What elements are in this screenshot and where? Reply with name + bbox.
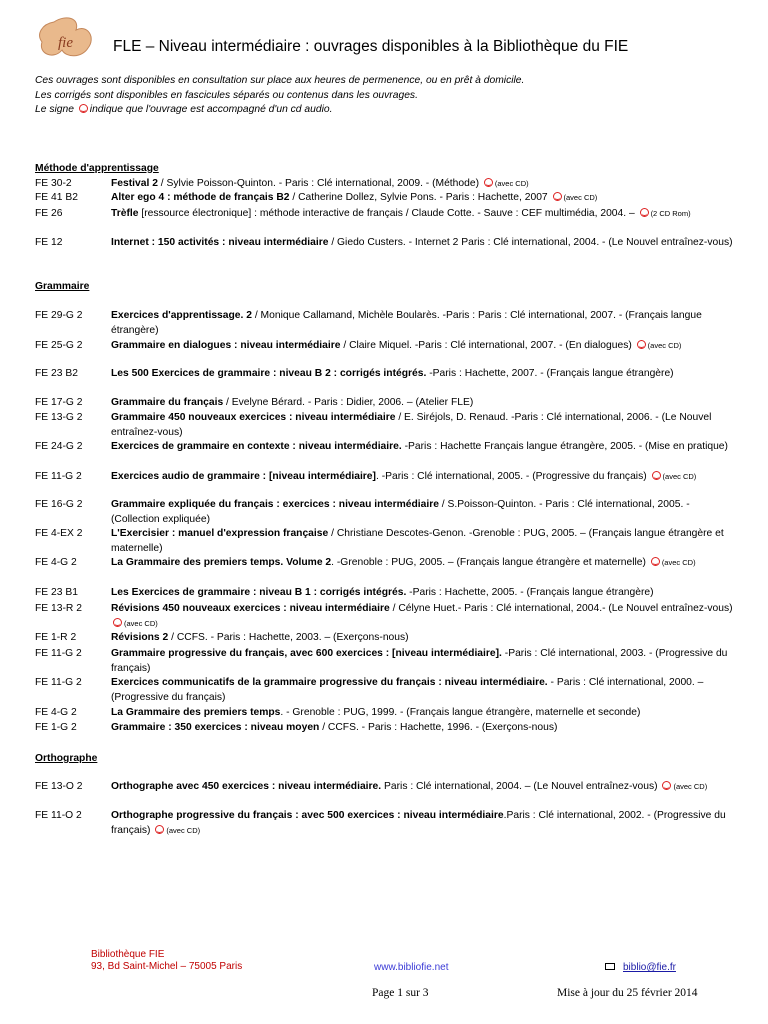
shelf-code: FE 17-G 2 xyxy=(35,397,83,408)
book-description xyxy=(111,780,735,795)
book-title: La Grammaire des premiers temps. Volume 2 xyxy=(111,557,332,568)
shelf-code: FE 4-G 2 xyxy=(35,557,77,568)
book-title: Exercices audio de grammaire : [niveau intermédiaire] xyxy=(111,471,376,482)
book-description xyxy=(111,527,735,556)
book-title: Les 500 Exercices de grammaire : niveau B 2 : corrigés intégrés. xyxy=(111,368,427,379)
intro-sign-before: Le signe xyxy=(35,104,77,115)
footer-address: 93, Bd Saint-Michel – 75005 Paris xyxy=(91,961,243,972)
book-entry xyxy=(35,602,735,631)
book-entry xyxy=(35,440,735,455)
shelf-code: FE 13-G 2 xyxy=(35,412,83,423)
book-title: Grammaire en dialogues : niveau intermédiaire xyxy=(111,340,341,351)
book-title: Grammaire expliquée du français : exercices : niveau intermédiaire xyxy=(111,499,439,510)
book-entry xyxy=(35,498,735,527)
shelf-code: FE 13-R 2 xyxy=(35,603,82,614)
shelf-code: FE 12 xyxy=(35,237,63,248)
cd-smiley-icon xyxy=(637,340,646,349)
intro xyxy=(35,74,524,118)
book-details: Paris : Clé international, 2004. – (Le Nouvel entraînez-vous) xyxy=(381,781,661,792)
shelf-code: FE 11-O 2 xyxy=(35,810,82,821)
cd-note: (2 CD Rom) xyxy=(650,209,691,218)
book-details: .Paris : Clé international, 2002. - (Progressive du français) xyxy=(111,810,726,836)
book-details: / CCFS. - Paris : Hachette, 2003. – (Exerçons-nous) xyxy=(168,632,409,643)
book-entry xyxy=(35,647,735,676)
shelf-code: FE 16-G 2 xyxy=(35,499,83,510)
book-entry xyxy=(35,721,735,736)
book-title: Révisions 2 xyxy=(111,632,169,643)
book-description xyxy=(111,367,735,382)
book-title: Grammaire 450 nouveaux exercices : niveau intermédiaire xyxy=(111,412,396,423)
section-heading-orthographe: Orthographe xyxy=(35,753,98,764)
book-description xyxy=(111,191,735,206)
book-description xyxy=(111,706,735,721)
shelf-code: FE 23 B2 xyxy=(35,368,78,379)
footer-address-block xyxy=(91,949,242,973)
book-description xyxy=(111,631,735,646)
book-entry xyxy=(35,367,735,382)
shelf-code: FE 41 B2 xyxy=(35,192,78,203)
book-description xyxy=(111,676,735,705)
book-title: Orthographe avec 450 exercices : niveau intermédiaire. xyxy=(111,781,382,792)
book-entry xyxy=(35,556,735,571)
book-details: / Christiane Descotes-Genon. -Grenoble : PUG, 2005. – (Français langue étrangère et maternelle) xyxy=(111,528,724,554)
book-entry xyxy=(35,236,735,251)
book-title: Festival 2 xyxy=(111,178,158,189)
book-description xyxy=(111,309,735,338)
book-description xyxy=(111,470,735,485)
book-description xyxy=(111,498,735,527)
book-title: Orthographe progressive du français : avec 500 exercices : niveau intermédiaire xyxy=(111,810,504,821)
book-details: . -Paris : Clé international, 2005. - (Progressive du français) xyxy=(375,471,650,482)
book-entry xyxy=(35,706,735,721)
book-description xyxy=(111,556,735,571)
book-title: Trèfle xyxy=(111,208,139,219)
book-title: Grammaire progressive du français, avec 600 exercices : [niveau intermédiaire]. xyxy=(111,648,502,659)
section-heading-methode: Méthode d'apprentissage xyxy=(35,163,159,174)
cd-note: (avec CD) xyxy=(494,179,529,188)
cd-note: (avec CD) xyxy=(166,825,201,835)
book-description xyxy=(111,440,735,455)
book-title: La Grammaire des premiers temps xyxy=(111,707,281,718)
shelf-code: FE 4-G 2 xyxy=(35,707,77,718)
cd-smiley-icon xyxy=(155,825,164,834)
book-details: / Evelyne Bérard. - Paris : Didier, 2006. – (Atelier FLE) xyxy=(223,397,474,408)
smiley-icon xyxy=(79,104,88,113)
book-entry xyxy=(35,780,735,795)
book-description xyxy=(111,177,735,192)
shelf-code: FE 11-G 2 xyxy=(35,471,82,482)
book-title: Internet : 150 activités : niveau intermédiaire xyxy=(111,237,329,248)
intro-line: Les corrigés sont disponibles en fascicules séparés ou contenus dans les ouvrages. xyxy=(35,89,418,101)
shelf-code: FE 25-G 2 xyxy=(35,340,83,351)
book-details: -Paris : Hachette Français langue étrangère, 2005. - (Mise en pratique) xyxy=(401,441,728,452)
book-entry xyxy=(35,207,735,222)
cd-note: (avec CD) xyxy=(647,341,682,350)
book-details: / Giedo Custers. - Internet 2 Paris : Clé international, 2004. - (Le Nouvel entraînez-vous) xyxy=(328,237,733,248)
footer-org: Bibliothèque FIE xyxy=(91,949,165,960)
email-address[interactable]: biblio@fie.fr xyxy=(623,962,676,973)
section-heading-grammaire: Grammaire xyxy=(35,281,90,292)
fie-logo xyxy=(36,14,98,64)
book-description xyxy=(111,207,735,222)
intro-line: Ces ouvrages sont disponibles en consultation sur place aux heures de permenence, ou en prêt à domicile. xyxy=(35,75,525,86)
cd-note: (avec CD) xyxy=(662,472,697,481)
cd-note: (avec CD) xyxy=(124,618,158,628)
book-description xyxy=(111,602,735,631)
book-description xyxy=(111,396,735,411)
cd-smiley-icon xyxy=(640,208,649,217)
book-details: [ressource électronique] : méthode interactive de français / Claude Cotte. - Sauve : CEF multimédia, 2004. – xyxy=(138,208,638,219)
shelf-code: FE 1-G 2 xyxy=(35,722,77,733)
cd-note: (avec CD) xyxy=(661,558,696,567)
shelf-code: FE 30-2 xyxy=(35,178,72,189)
book-entry xyxy=(35,396,735,411)
cd-note: (avec CD) xyxy=(673,782,708,791)
book-details: / CCFS. - Paris : Hachette, 1996. - (Exerçons-nous) xyxy=(319,722,558,733)
intro-sign-after: indique que l'ouvrage est accompagné d'un cd audio. xyxy=(89,104,333,115)
cd-smiley-icon xyxy=(484,178,493,187)
book-entry xyxy=(35,631,735,646)
book-description xyxy=(111,236,735,251)
book-description xyxy=(111,647,735,676)
page-number: Page 1 sur 3 xyxy=(372,987,429,999)
book-title: Exercices d'apprentissage. 2 xyxy=(111,310,252,321)
email-link[interactable] xyxy=(605,962,676,973)
book-details: . -Grenoble : PUG, 2005. – (Français langue étrangère et maternelle) xyxy=(331,557,649,568)
cd-smiley-icon xyxy=(113,618,122,627)
book-description xyxy=(111,721,735,736)
book-description xyxy=(111,809,735,838)
cd-smiley-icon xyxy=(651,557,660,566)
book-entry xyxy=(35,676,735,705)
book-entry xyxy=(35,191,735,206)
book-entry xyxy=(35,470,735,485)
book-entry xyxy=(35,339,735,354)
shelf-code: FE 29-G 2 xyxy=(35,310,83,321)
book-title: Révisions 450 nouveaux exercices : niveau intermédiaire xyxy=(111,603,390,614)
shelf-code: FE 1-R 2 xyxy=(35,632,77,643)
book-entry xyxy=(35,177,735,192)
cd-smiley-icon xyxy=(652,471,661,480)
book-details: / Claire Miquel. -Paris : Clé international, 2007. - (En dialogues) xyxy=(340,340,635,351)
book-details: / Sylvie Poisson-Quinton. - Paris : Clé international, 2009. - (Méthode) xyxy=(157,178,482,189)
book-entry xyxy=(35,809,735,838)
shelf-code: FE 13-O 2 xyxy=(35,781,83,792)
shelf-code: FE 4-EX 2 xyxy=(35,528,83,539)
shelf-code: FE 24-G 2 xyxy=(35,441,83,452)
shelf-code: FE 26 xyxy=(35,208,63,219)
book-title: Exercices de grammaire en contexte : niveau intermédiaire. xyxy=(111,441,402,452)
book-details: / Monique Callamand, Michèle Boularès. -Paris : Paris : Clé international, 2007. - (Français langue étrangère) xyxy=(111,310,702,336)
book-title: Les Exercices de grammaire : niveau B 1 : corrigés intégrés. xyxy=(111,587,407,598)
book-details: . - Grenoble : PUG, 1999. - (Français langue étrangère, maternelle et seconde) xyxy=(280,707,641,718)
cd-smiley-icon xyxy=(553,192,562,201)
book-title: Grammaire du français xyxy=(111,397,224,408)
book-entry xyxy=(35,527,735,556)
book-details: -Paris : Clé international, 2003. - (Progressive du français) xyxy=(111,648,728,674)
intro-line xyxy=(35,103,524,118)
update-date: Mise à jour du 25 février 2014 xyxy=(557,987,698,999)
book-details: -Paris : Hachette, 2007. - (Français langue étrangère) xyxy=(426,368,674,379)
website-link[interactable]: www.bibliofie.net xyxy=(374,962,449,973)
logo-text: fie xyxy=(58,35,73,51)
page-title: FLE – Niveau intermédiaire : ouvrages disponibles à la Bibliothèque du FIE xyxy=(113,38,629,55)
shelf-code: FE 23 B1 xyxy=(35,587,78,598)
shelf-code: FE 11-G 2 xyxy=(35,648,82,659)
book-title: Exercices communicatifs de la grammaire progressive du français : niveau intermédiaire. xyxy=(111,677,548,688)
book-entry xyxy=(35,309,735,338)
book-title: Alter ego 4 : méthode de français B2 xyxy=(111,192,290,203)
book-details: -Paris : Hachette, 2005. - (Français langue étrangère) xyxy=(406,587,654,598)
cd-smiley-icon xyxy=(662,781,671,790)
book-details: / E. Siréjols, D. Renaud. -Paris : Clé international, 2006. - (Le Nouvel entraînez-vous) xyxy=(111,412,712,438)
book-title: L'Exercisier : manuel d'expression française xyxy=(111,528,329,539)
book-details: / Célyne Huet.- Paris : Clé international, 2004.- (Le Nouvel entraînez-vous) xyxy=(389,603,733,614)
book-details: / Catherine Dollez, Sylvie Pons. - Paris : Hachette, 2007 xyxy=(289,192,551,203)
envelope-icon xyxy=(605,963,615,970)
book-description xyxy=(111,411,735,440)
book-description xyxy=(111,339,735,354)
cd-note: (avec CD) xyxy=(563,193,598,202)
book-details: / S.Poisson-Quinton. - Paris : Clé international, 2005. - (Collection expliquée) xyxy=(111,499,690,525)
book-details: - Paris : Clé international, 2000. – (Progressive du français) xyxy=(111,677,704,703)
book-entry xyxy=(35,586,735,601)
book-title: Grammaire : 350 exercices : niveau moyen xyxy=(111,722,320,733)
book-entry xyxy=(35,411,735,440)
shelf-code: FE 11-G 2 xyxy=(35,677,82,688)
book-description xyxy=(111,586,735,601)
